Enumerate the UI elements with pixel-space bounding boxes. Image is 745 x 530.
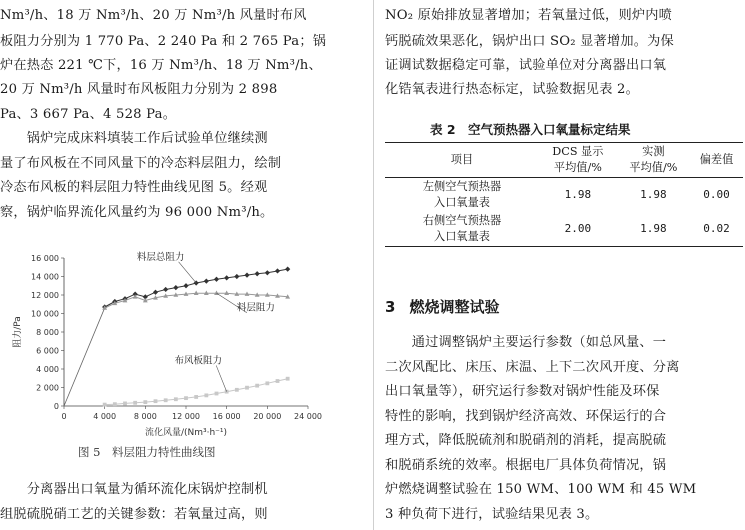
series-2-leader [216,365,226,391]
section-number: 3 [385,298,396,316]
column-divider [373,0,374,530]
table-row [385,212,743,247]
table-header-row [385,143,743,178]
series-2-point [204,393,208,397]
left-para2-line-2: 量了布风板在不同风量下的冷态料层阻力，绘制 [0,156,282,171]
table-cell-item: 右侧空气预热器 入口氧量表 [422,214,502,243]
series-2-point [215,392,219,396]
series-0-point [204,279,209,284]
series-0-point [163,287,168,292]
x-tick-label: 20 000 [253,412,282,421]
y-tick-label: 14 000 [31,272,59,282]
x-tick-label: 4 000 [93,412,117,421]
table-cell-dcs: 1.98 [564,188,592,201]
series-0-leader [179,262,197,283]
x-tick-label: 24 000 [294,412,322,421]
section-title: 燃烧调整试验 [409,298,500,316]
left-para1-line-4: 20 万 Nm³/h 风量时布风板阻力分别为 2 898 [0,82,278,97]
table-header-deviation: 偏差值 [699,153,734,166]
series-1-label: 料层阻力 [236,302,275,314]
origin-segment [64,308,105,406]
right-para1-line-3: 证调试数据稳定可靠，试验单位对分离器出口氧 [385,58,667,73]
series-line-2 [105,379,288,405]
y-tick-label: 8 000 [36,328,59,337]
left-para3-line-2: 组脱硫脱硝工艺的关键参数：若氧量过高，则 [0,507,268,522]
left-para1-line-3: 炉在热态 221 ℃下，16 万 Nm³/h、18 万 Nm³/h、 [0,58,322,73]
y-tick-label: 12 000 [31,291,59,300]
series-2-point [184,396,188,400]
x-tick-label: 8 000 [133,412,157,421]
x-tick-label: 12 000 [172,412,200,421]
series-0-point [153,290,158,295]
series-0-point [285,267,290,272]
series-line-0 [105,269,288,307]
left-para1-line-5: Pa、3 667 Pa、4 528 Pa。 [0,107,177,122]
left-para2-line-4: 察，锅炉临界流化风量约为 96 000 Nm³/h。 [0,205,274,220]
right-para2-line-2: 二次风配比、床压、床温、上下二次风开度、分离 [385,360,680,375]
table-cell-deviation: 0.02 [703,222,730,235]
series-2-point [255,384,259,388]
right-para1-line-2: 钙脱硫效果恶化，锅炉出口 SO₂ 显著增加。为保 [385,34,674,49]
series-2-point [194,395,198,399]
series-0-point [275,268,280,273]
right-para2-line-3: 出口氧量等），研究运行参数对锅炉性能及环保 [385,384,660,399]
table-cell-measured: 1.98 [640,222,667,235]
series-2-point [276,379,280,383]
table-cell-item: 左侧空气预热器 入口氧量表 [422,180,502,209]
x-axis-label: 流化风量/(Nm³·h⁻¹) [144,428,228,438]
series-2-point [286,377,290,381]
series-0-point [183,283,188,288]
table-cell-dcs: 2.00 [564,222,592,235]
series-2-point [154,399,158,403]
table-header-dcs: DCS 显示 平均值/% [552,145,604,174]
right-para2-line-1: 通过调整锅炉主要运行参数（如总风量、一 [385,335,667,350]
series-2-point [113,402,117,406]
series-0-point [244,273,249,278]
series-2-point [123,402,127,406]
series-0-point [265,270,270,275]
right-para2-line-7: 炉燃烧调整试验在 150 WM、100 WM 和 45 WM [385,482,697,497]
series-2-point [133,401,137,405]
series-2-point [164,398,168,402]
right-para1-line-4: 化锆氧表进行热态标定，试验数据见表 2。 [385,82,639,97]
oxygen-calibration-table [385,142,743,247]
series-2-label: 布风板阻力 [174,355,222,367]
series-0-label: 料层总阻力 [136,251,185,263]
left-para2-line-1: 锅炉完成床料填装工作后试验单位继续测 [0,131,268,146]
right-para2-line-6: 和脱硝系统的效率。根据电厂具体负荷情况，锅 [385,458,667,473]
series-0-point [224,275,229,280]
series-0-point [234,274,239,279]
y-tick-label: 0 [53,402,59,411]
series-2-point [235,388,239,392]
series-2-point [103,403,107,407]
figure-caption: 图 5 料层阻力特性曲线图 [78,445,216,459]
y-tick-label: 4 000 [36,365,59,374]
y-tick-label: 16 000 [31,254,59,263]
right-para2-line-8: 3 种负荷下进行，试验结果见表 3。 [385,507,599,522]
table-row [385,178,743,213]
table-cell-measured: 1.98 [640,188,667,201]
table-header-measured: 实测 平均值/% [629,145,678,174]
left-para3-line-1: 分离器出口氧量为循环流化床锅炉控制机 [0,482,268,497]
series-0-point [173,285,178,290]
left-para1-line-2: 板阻力分别为 1 770 Pa、2 240 Pa 和 2 765 Pa；锅 [0,34,327,49]
y-tick-label: 2 000 [36,383,59,393]
series-0-point [214,277,219,282]
left-para1-line-1: Nm³/h、18 万 Nm³/h、20 万 Nm³/h 风量时布风 [0,8,307,23]
section-heading [385,296,499,317]
resistance-chart [0,246,360,438]
x-tick-label: 0 [61,412,67,421]
y-tick-label: 10 000 [31,309,59,319]
x-tick-label: 16 000 [212,412,241,421]
right-para2-line-4: 特性的影响，找到锅炉经济高效、环保运行的合 [385,409,667,424]
right-para1-line-1: NO₂ 原始排放显著增加；若氧量过低，则炉内喷 [385,8,672,23]
table-cell-deviation: 0.00 [703,188,730,201]
y-axis-label: 阻力/Pa [13,316,23,348]
table-title: 表 2 空气预热器入口氧量标定结果 [430,122,631,137]
table-header-item: 项目 [450,153,474,166]
right-para2-line-5: 理方式，降低脱硫剂和脱硝剂的消耗，提高脱硫 [385,433,667,448]
series-2-point [265,381,269,385]
series-2-point [174,397,178,401]
series-2-point [245,386,249,390]
series-0-point [255,271,260,276]
left-para2-line-3: 冷态布风板的料层阻力特性曲线见图 5。经观 [0,180,268,195]
series-2-point [143,400,147,404]
y-tick-label: 6 000 [36,346,59,356]
